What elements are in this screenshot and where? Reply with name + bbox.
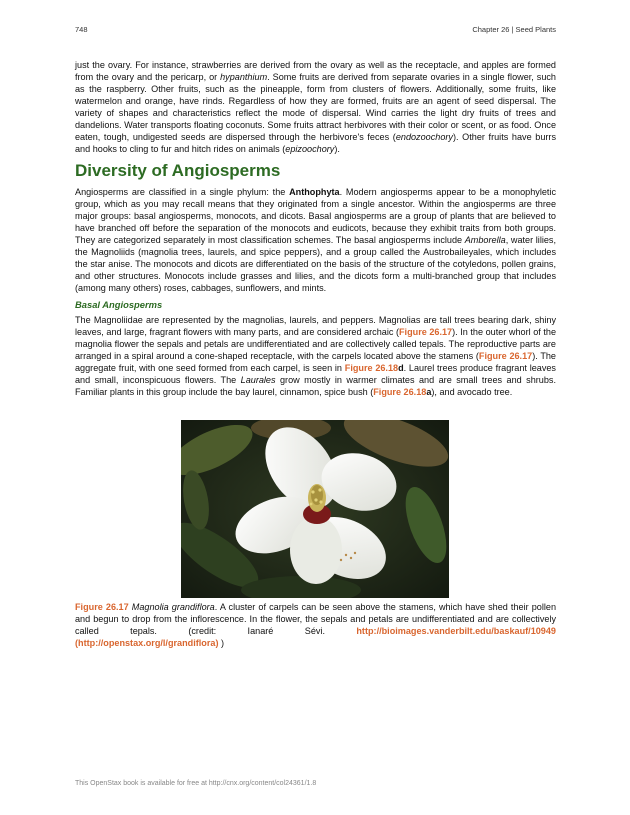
chapter-header: Chapter 26 | Seed Plants bbox=[472, 25, 556, 34]
figure-caption: Figure 26.17 Magnolia grandiflora. A cluster of carpels can be seen above the stamens, which have shed their pollen and begun to drop from the inflorescence. In the flower, the sepals and petals are undifferentiated and are collectively called tepals. (credit: Ianaré Sévi. http://bioimages.vanderbilt.edu/baskauf/10949 (http://openstax.org/l/grandiflora) ) bbox=[75, 602, 556, 648]
intro-paragraph: just the ovary. For instance, strawberries are derived from the ovary as well as the receptacle, and apples are formed from the ovary and the pericarp, or hypanthium. Some fruits are derived from separate ovaries in a single flower, such as the raspberry. Other fruits, such as the pineapple, form from clusters of flowers. Additionally, some fruits, like watermelon and orange, have rinds. Regardless of how they are formed, fruits are an agent of seed dispersal. The variety of shapes and characteristics reflect the mode of dispersal. Wind carries the light dry fruits of trees and dandelions. Water transports floating coconuts. Some fruits attract herbivores with their color or scent, or as food. Once eaten, tough, undigested seeds are dispersed through the herbivore's feces (endozoochory). Other fruits have burrs and hooks to cling to fur and hitch rides on animals (epizoochory). bbox=[75, 60, 556, 154]
page-number: 748 bbox=[75, 25, 88, 34]
magnolia-photo bbox=[181, 420, 449, 598]
main-content bbox=[75, 59, 556, 398]
subsection-title: Basal Angiosperms bbox=[75, 299, 163, 310]
figure-link[interactable]: Figure 26.17 bbox=[399, 327, 453, 337]
figure-link[interactable]: Figure 26.17 bbox=[478, 351, 533, 361]
subsection-paragraph: The Magnoliidae are represented by the magnolias, laurels, and peppers. Magnolias are tall trees bearing dark, shiny leaves, and large, fragrant flowers with many parts, and are considered archaic (Figure 26.17). In the outer whorl of the magnolia flower the sepals and petals are undifferentiated and are collectively called tepals. The reproductive parts are arranged in a spiral around a cone-shaped receptacle, with the carpels located above the stamens (Figure 26.17). The aggregate fruit, with one seed formed from each carpel, is seen in Figure 26.18d. Laurel trees produce fragrant leaves and small, inconspicuous flowers. The Laurales grow mostly in warmer climates and are small trees and shrubs. Familiar plants in this group include the bay laurel, cinnamon, spice bush (Figure 26.18a), and avocado tree. bbox=[75, 315, 557, 397]
section-title: Diversity of Angiosperms bbox=[75, 161, 281, 180]
figure-link[interactable]: Figure 26.18 bbox=[344, 363, 399, 373]
figure-label: Figure 26.17 bbox=[75, 602, 129, 612]
footer-note: This OpenStax book is available for free at http://cnx.org/content/col24361/1.8 bbox=[75, 780, 317, 787]
short-link[interactable]: (http://openstax.org/l/grandiflora) bbox=[75, 638, 219, 648]
section-paragraph: Angiosperms are classified in a single phylum: the Anthophyta. Modern angiosperms appear to be a monophyletic group, which as you may recall means that they originated from a single ancestor. Within the angiosperms are three major groups: basal angiosperms, monocots, and dicots. Basal angiosperms are a group of plants that are believed to have branched off before the separation of the monocots and eudicots, because they exhibit traits from both groups. They are categorized separately in most classification schemes. The basal angiosperms include Amborella, water lilies, the Magnoliids (magnolia trees, laurels, and spice peppers), and a group called the Austrobaileyales, which includes the star anise. The monocots and dicots are differentiated on the basis of the structure of the cotyledons, pollen grains, and other structures. Monocots include grasses and lilies, and the dicots form a multi-branched group that includes (among many others) roses, cabbages, sunflowers, and mints. bbox=[75, 187, 556, 293]
figure-link[interactable]: Figure 26.18 bbox=[373, 387, 427, 397]
credit-link[interactable]: http://bioimages.vanderbilt.edu/baskauf/10949 bbox=[356, 626, 556, 636]
